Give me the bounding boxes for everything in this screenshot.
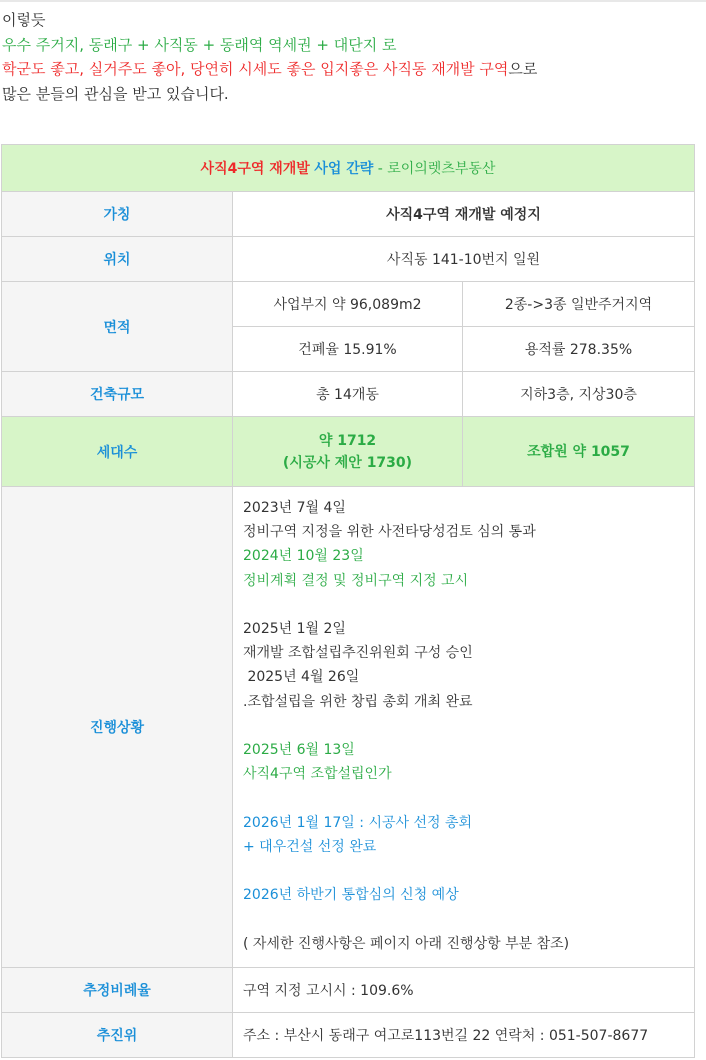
table-header-row — [2, 145, 695, 192]
progress-timeline — [233, 487, 695, 968]
value-name: 사직4구역 재개발 예정지 — [233, 192, 695, 237]
table-row-progress — [2, 487, 695, 968]
table-row-area-1 — [2, 282, 695, 327]
label-area: 면적 — [2, 282, 233, 372]
progress-line: .조합설립을 위한 창립 총회 개최 완료 — [243, 693, 473, 710]
progress-line: 2026년 하반기 통합심의 신청 예상 — [243, 887, 459, 904]
label-name: 가칭 — [2, 192, 233, 237]
value-scale-floors: 지하3층, 지상30층 — [463, 372, 695, 417]
intro-line-2: 우수 주거지, 동래구 + 사직동 + 동래역 역세권 + 대단지 로 — [2, 35, 397, 54]
table-row-scale — [2, 372, 695, 417]
value-area-far: 용적률 278.35% — [463, 327, 695, 372]
label-progress: 진행상황 — [2, 487, 233, 968]
progress-spacer — [243, 786, 684, 810]
progress-line: 재개발 조합설립추진위원회 구성 승인 — [243, 645, 473, 662]
label-scale: 건축규모 — [2, 372, 233, 417]
table-title-project: 사직4구역 재개발 — [200, 161, 310, 177]
progress-spacer — [243, 593, 684, 617]
intro-line-3-tail: 으로 — [508, 60, 538, 79]
label-units: 세대수 — [2, 417, 233, 487]
progress-line: ( 자세한 진행사항은 페이지 아래 진행상항 부분 참조) — [243, 935, 570, 952]
value-units-total — [233, 417, 463, 487]
value-scale-buildings: 총 14개동 — [233, 372, 463, 417]
progress-line: 2023년 7월 4일 — [243, 500, 346, 516]
table-row-units — [2, 417, 695, 487]
label-ratio: 추정비례율 — [2, 967, 233, 1012]
progress-spacer — [243, 907, 684, 931]
value-location: 사직동 141-10번지 일원 — [233, 237, 695, 282]
table-title-source: - 로이의렛츠부동산 — [373, 161, 496, 177]
progress-line: 2025년 4월 26일 — [243, 669, 360, 686]
intro-line-3-highlight: 학군도 좋고, 실거주도 좋아, 당연히 시세도 좋은 입지좋은 사직동 재개발 구역 — [2, 60, 509, 79]
progress-line: 정비구역 지정을 위한 사전타당성검토 심의 통과 — [243, 524, 536, 541]
intro-line-4: 많은 분들의 관심을 받고 있습니다. — [2, 84, 229, 103]
progress-spacer — [243, 859, 684, 883]
intro-line-1: 이렇듯 — [2, 11, 46, 29]
value-area-bcr: 건폐율 15.91% — [233, 327, 463, 372]
value-office: 주소 : 부산시 동래구 여고로113번길 22 연락처 : 051-507-8677 — [233, 1012, 695, 1057]
progress-spacer — [243, 714, 684, 738]
progress-line: 2025년 1월 2일 — [243, 621, 346, 637]
table-row-name — [2, 192, 695, 237]
progress-line: 2025년 6월 13일 — [243, 742, 355, 758]
progress-line: 정비계획 결정 및 정비구역 지정 고시 — [243, 572, 469, 589]
table-row-location — [2, 237, 695, 282]
value-units-members: 조합원 약 1057 — [463, 417, 695, 487]
value-ratio: 구역 지정 고시시 : 109.6% — [233, 967, 695, 1012]
table-row-ratio — [2, 967, 695, 1012]
table-title — [2, 145, 695, 192]
value-area-zone: 2종->3종 일반주거지역 — [463, 282, 695, 327]
label-location: 위치 — [2, 237, 233, 282]
intro-line-3 — [2, 57, 706, 82]
label-office: 추진위 — [2, 1012, 233, 1057]
project-summary-table — [1, 144, 695, 1058]
value-units-line-1: 약 1712 — [318, 432, 377, 449]
table-title-summary: 사업 간략 — [314, 161, 374, 177]
value-units-line-2: (시공사 제안 1730) — [282, 454, 413, 471]
progress-line: 2026년 1월 17일 : 시공사 선정 총회 — [243, 814, 473, 831]
value-area-site: 사업부지 약 96,089m2 — [233, 282, 463, 327]
progress-line: 2024년 10월 23일 — [243, 548, 364, 565]
table-row-office — [2, 1012, 695, 1057]
progress-line: 사직4구역 조합설립인가 — [243, 766, 392, 783]
progress-line: + 대우건설 선정 완료 — [243, 838, 377, 855]
intro-text — [0, 2, 706, 106]
